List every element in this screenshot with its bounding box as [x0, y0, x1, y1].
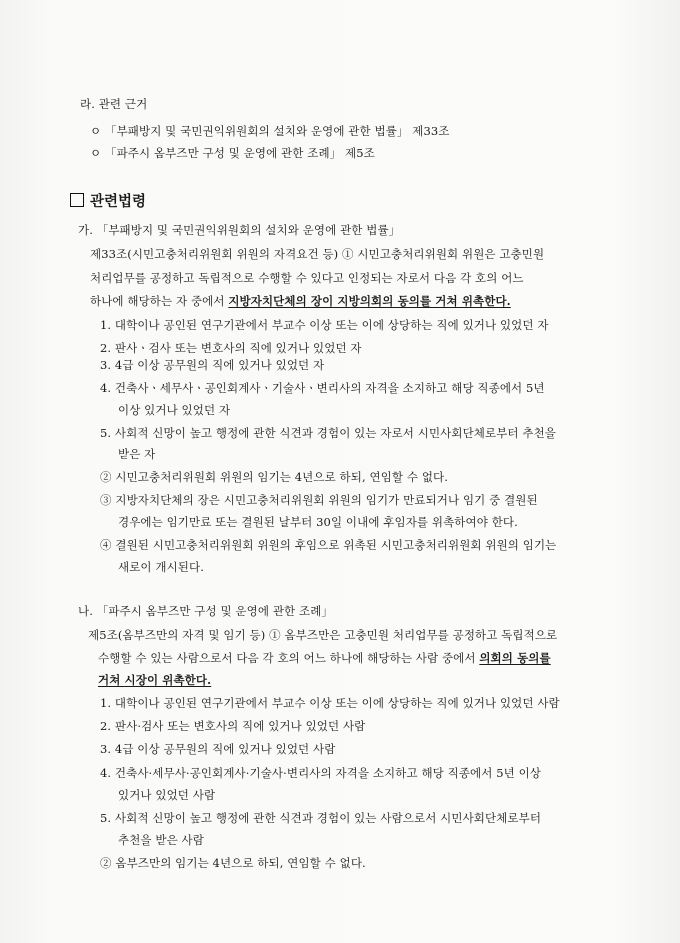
law-a-item-2: 2. 판사ㆍ검사 또는 변호사의 직에 있거나 있었던 자: [100, 341, 362, 355]
law-b-intro-2-emphasis: 의회의 동의를: [479, 651, 551, 665]
law-b-item-2: 2. 판사·검사 또는 변호사의 직에 있거나 있었던 사람: [100, 719, 366, 733]
law-b-item-5a: 5. 사회적 신망이 높고 행정에 관한 식견과 경험이 있는 사람으로서 시민사회단체로부터: [100, 811, 542, 825]
law-a-title: 가. 「부패방지 및 국민권익위원회의 설치와 운영에 관한 법률」: [78, 223, 401, 237]
law-b-item-3: 3. 4급 이상 공무원의 직에 있거나 있었던 사람: [100, 742, 336, 756]
law-a-item-1: 1. 대학이나 공인된 연구기관에서 부교수 이상 또는 이에 상당하는 직에 있거나 있었던 자: [100, 318, 549, 332]
law-a-intro-2: 처리업무를 공정하고 독립적으로 수행할 수 있다고 인정되는 자로서 다음 각 호의 어느: [90, 271, 524, 285]
law-a-para-4b: 새로이 개시된다.: [118, 560, 204, 574]
law-b-item-5b: 추천을 받은 사람: [118, 833, 204, 847]
law-a-intro-3-plain: 하나에 해당하는 자 중에서: [90, 294, 229, 308]
law-b-item-4a: 4. 건축사·세무사·공인회계사·기술사·변리사의 자격을 소지하고 해당 직종에서 5년 이상: [100, 766, 542, 780]
law-a-item-5a: 5. 사회적 신망이 높고 행정에 관한 식견과 경험이 있는 자로서 시민사회단체로부터 추천을: [100, 426, 557, 440]
law-b-item-4b: 있거나 있었던 사람: [118, 788, 216, 802]
law-a-intro-3: [90, 293, 511, 309]
law-a-item-4b: 이상 있거나 있었던 자: [118, 403, 231, 417]
law-a-para-3a: ③ 지방자치단체의 장은 시민고충처리위원회 위원의 임기가 만료되거나 임기 중 결원된: [100, 493, 538, 507]
basis-item-2: ㅇ 「파주시 옴부즈만 구성 및 운영에 관한 조례」 제5조: [90, 146, 375, 160]
law-b-title: 나. 「파주시 옴부즈만 구성 및 운영에 관한 조례」: [78, 604, 334, 618]
law-a-intro-1: 제33조(시민고충처리위원회 위원의 자격요건 등) ① 시민고충처리위원회 위원은 고충민원: [90, 247, 545, 261]
law-a-item-4a: 4. 건축사ㆍ세무사ㆍ공인회계사ㆍ기술사ㆍ변리사의 자격을 소지하고 해당 직종에서 5년: [100, 381, 545, 395]
law-a-para-3b: 경우에는 임기만료 또는 결원된 날부터 30일 이내에 후임자를 위촉하여야 한다.: [118, 515, 518, 529]
checkbox-square-icon: [70, 193, 84, 207]
law-b-intro-2: [98, 650, 551, 666]
law-b-intro-2-plain: 수행할 수 있는 사람으로서 다음 각 호의 어느 하나에 해당하는 사람 중에서: [98, 651, 480, 665]
law-a-para-2: ② 시민고충처리위원회 위원의 임기는 4년으로 하되, 연임할 수 없다.: [100, 470, 449, 484]
law-b-intro-3-emphasis: 거쳐 시장이 위촉한다.: [98, 673, 212, 687]
law-a-para-4a: ④ 결원된 시민고충처리위원회 위원의 후임으로 위촉된 시민고충처리위원회 위원의 임기는: [100, 538, 557, 552]
law-a-item-5b: 받은 자: [118, 447, 156, 461]
basis-heading: 라. 관련 근거: [80, 97, 148, 111]
section-heading-text: 관련법령: [90, 194, 147, 210]
basis-item-1: ㅇ 「부패방지 및 국민권익위원회의 설치와 운영에 관한 법률」 제33조: [90, 124, 450, 138]
law-a-intro-3-emphasis: 지방자치단체의 장이 지방의회의 동의를 거쳐 위촉한다.: [228, 294, 511, 308]
law-b-para-2: ② 옴부즈만의 임기는 4년으로 하되, 연임할 수 없다.: [100, 856, 366, 870]
law-b-item-1: 1. 대학이나 공인된 연구기관에서 부교수 이상 또는 이에 상당하는 직에 있거나 있었던 사람: [100, 696, 560, 710]
law-b-intro-1: 제5조(옴부즈만의 자격 및 임기 등) ① 옴부즈만은 고충민원 처리업무를 공정하고 독립적으로: [88, 628, 558, 642]
law-a-item-3: 3. 4급 이상 공무원의 직에 있거나 있었던 자: [100, 358, 325, 372]
section-heading: [70, 190, 146, 211]
